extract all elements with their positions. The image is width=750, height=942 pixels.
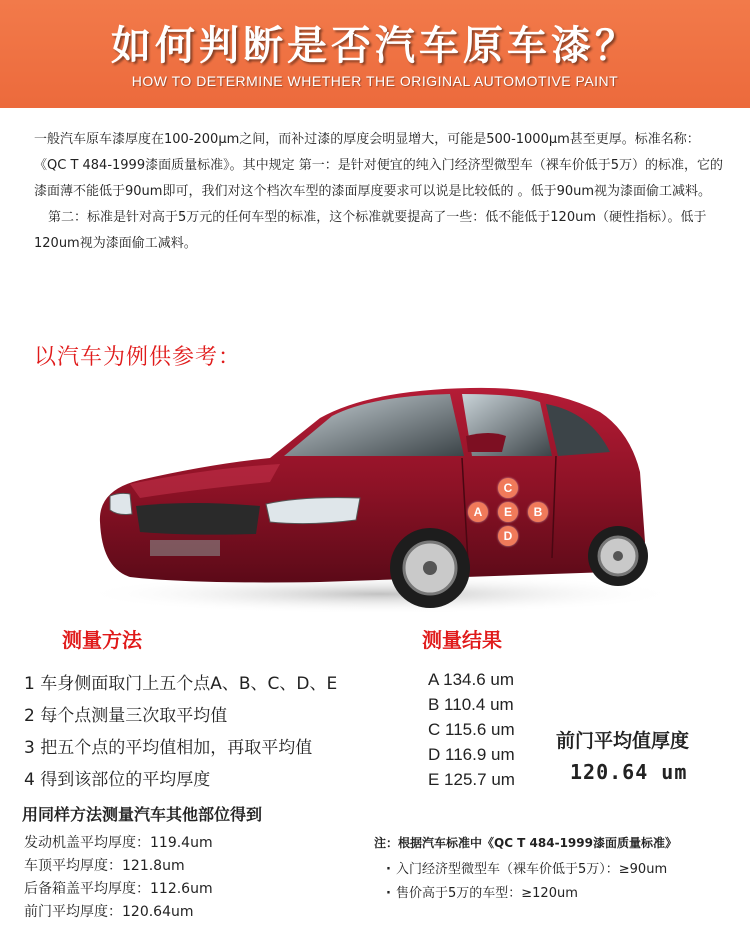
intro-paragraph-2: 第二：标准是针对高于5万元的任何车型的标准，这个标准就要提高了一些：低不能低于120um（硬性指标）。低于120um视为漆面偷工减料。 bbox=[34, 210, 707, 251]
result-values bbox=[428, 667, 515, 792]
measure-point-c: C bbox=[498, 478, 518, 498]
result-value: A 134.6 um bbox=[428, 670, 515, 689]
note-item: · 入门经济型微型车（裸车价低于5万）：≥90um bbox=[396, 858, 667, 882]
measure-point-b: B bbox=[528, 502, 548, 522]
measure-point-d: D bbox=[498, 526, 518, 546]
car-image bbox=[70, 372, 680, 612]
result-value: D 116.9 um bbox=[428, 745, 515, 764]
other-part-item: 前门平均厚度：120.64um bbox=[24, 904, 194, 920]
result-title: 测量结果 bbox=[422, 628, 502, 652]
result-value: E 125.7 um bbox=[428, 770, 515, 789]
intro-paragraph-1: 一般汽车原车漆厚度在100-200μm之间，而补过漆的厚度会明显增大，可能是500-1000μm甚至更厚。标准名称：《QC T 484-1999漆面质量标准》。其中规定 第一：是针对便宜的纯入门经济型微型车（裸车价低于5万）的标准，它的漆面薄不能低于90um即可，我们对这个档次车型的漆面厚度要求可以说是比较低的 。低于90um视为漆面偷工减料。 bbox=[34, 132, 724, 199]
other-part-item: 车顶平均厚度：121.8um bbox=[24, 858, 185, 874]
measure-point-a: A bbox=[468, 502, 488, 522]
banner-title: 如何判断是否汽车原车漆？ bbox=[111, 23, 639, 69]
example-heading: 以汽车为例供参考： bbox=[34, 345, 242, 370]
other-parts-title: 用同样方法测量汽车其他部位得到 bbox=[22, 805, 263, 824]
other-parts-list bbox=[24, 832, 213, 924]
note-item: · 售价高于5万的车型：≥120um bbox=[396, 882, 667, 906]
average-value: 120.64 um bbox=[570, 760, 688, 784]
method-title: 测量方法 bbox=[62, 628, 142, 652]
method-step: 3 把五个点的平均值相加，再取平均值 bbox=[24, 738, 313, 758]
result-value: B 110.4 um bbox=[428, 695, 514, 714]
method-step: 1 车身侧面取门上五个点A、B、C、D、E bbox=[24, 674, 338, 694]
average-label: 前门平均值厚度 bbox=[556, 730, 690, 752]
note-list bbox=[396, 858, 667, 906]
other-part-item: 后备箱盖平均厚度：112.6um bbox=[24, 881, 213, 897]
title-banner bbox=[0, 0, 750, 108]
other-part-item: 发动机盖平均厚度：119.4um bbox=[24, 835, 213, 851]
method-steps bbox=[24, 668, 337, 796]
car-illustration bbox=[70, 372, 680, 612]
measure-point-e: E bbox=[498, 502, 518, 522]
banner-subtitle: HOW TO DETERMINE WHETHER THE ORIGINAL AUTOMOTIVE PAINT bbox=[131, 73, 619, 89]
intro-text bbox=[34, 127, 724, 257]
method-step: 4 得到该部位的平均厚度 bbox=[24, 770, 211, 790]
result-value: C 115.6 um bbox=[428, 720, 515, 739]
note-title: 注：根据汽车标准中《QC T 484-1999漆面质量标准》 bbox=[374, 836, 677, 850]
method-step: 2 每个点测量三次取平均值 bbox=[24, 706, 228, 726]
